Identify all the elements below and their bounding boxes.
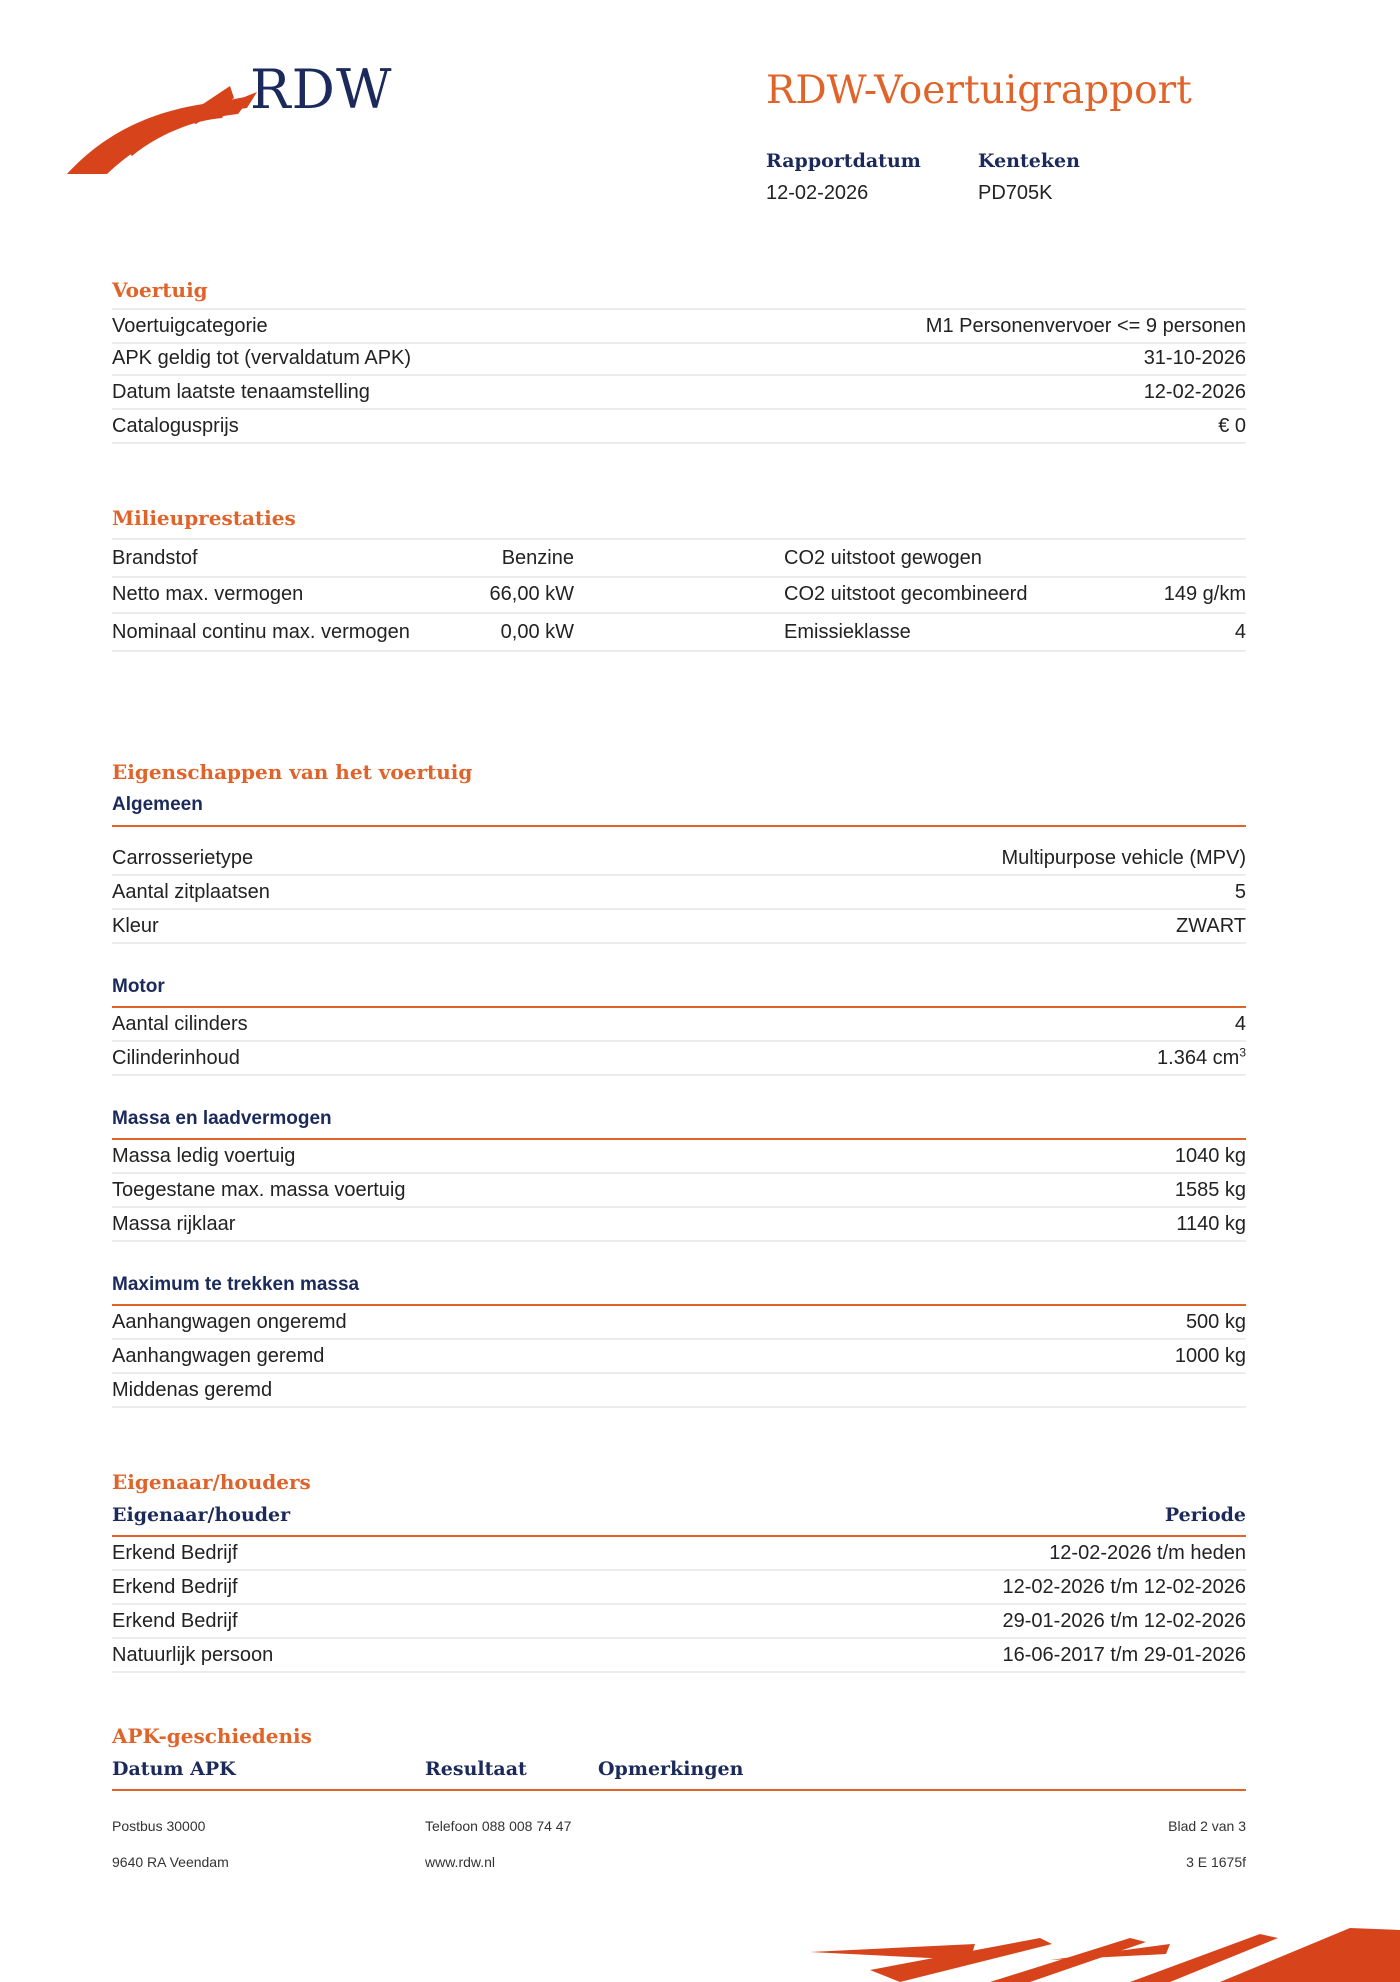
table-row xyxy=(112,1306,1246,1340)
row-value: 1140 kg xyxy=(1176,1213,1246,1235)
logo-text: RDW xyxy=(250,58,393,121)
row-value: 16-06-2017 t/m 29-01-2026 xyxy=(1002,1644,1246,1666)
row-value: Multipurpose vehicle (MPV) xyxy=(1001,847,1246,869)
row-value: 12-02-2026 xyxy=(1143,381,1246,403)
row-label: Cilinderinhoud xyxy=(112,1047,240,1069)
row-label: Nominaal continu max. vermogen xyxy=(112,621,410,643)
row-label: APK geldig tot (vervaldatum APK) xyxy=(112,347,412,369)
table-row xyxy=(112,576,1246,614)
subsection-title: Massa en laadvermogen xyxy=(112,1108,332,1129)
row-label: Catalogusprijs xyxy=(112,415,239,437)
table-row xyxy=(112,876,1246,910)
row-label: Aantal zitplaatsen xyxy=(112,881,270,903)
row-value: 29-01-2026 t/m 12-02-2026 xyxy=(1002,1610,1246,1632)
row-label: Erkend Bedrijf xyxy=(112,1610,238,1632)
footer-postbus: Postbus 30000 xyxy=(112,1818,206,1834)
table-row xyxy=(112,1605,1246,1639)
table-row xyxy=(112,910,1246,944)
column-header-opmerkingen: Opmerkingen xyxy=(598,1758,744,1780)
table-row xyxy=(112,342,1246,376)
table-row xyxy=(112,1208,1246,1242)
row-label: Natuurlijk persoon xyxy=(112,1644,274,1666)
section-divider xyxy=(112,825,1246,827)
unit-superscript: 3 xyxy=(1239,1045,1246,1060)
table-row xyxy=(112,1340,1246,1374)
column-header-datum: Datum APK xyxy=(112,1758,236,1780)
footer-telefoon: Telefoon 088 008 74 47 xyxy=(425,1818,572,1834)
subsection-title: Maximum te trekken massa xyxy=(112,1274,360,1295)
cilinderinhoud-value: 1.364 cm xyxy=(1157,1047,1240,1069)
column-header-eigenaar: Eigenaar/houder xyxy=(112,1504,291,1526)
row-label: Emissieklasse xyxy=(784,621,911,643)
table-row xyxy=(112,410,1246,444)
table-row xyxy=(112,538,1246,578)
table-row xyxy=(112,1639,1246,1673)
row-label: Aantal cilinders xyxy=(112,1013,248,1035)
row-label: Aanhangwagen ongeremd xyxy=(112,1311,347,1333)
section-divider xyxy=(112,1789,1246,1791)
row-value: 500 kg xyxy=(1185,1311,1246,1333)
row-value: 5 xyxy=(1234,881,1246,903)
rapportdatum-value: 12-02-2026 xyxy=(766,182,869,204)
table-row xyxy=(112,1537,1246,1571)
table-row xyxy=(112,376,1246,410)
kenteken-value: PD705K xyxy=(978,182,1053,204)
row-label: Erkend Bedrijf xyxy=(112,1576,238,1598)
row-value: 149 g/km xyxy=(1163,583,1246,605)
row-value: 1040 kg xyxy=(1174,1145,1246,1167)
meta-rapportdatum xyxy=(766,150,921,205)
table-row xyxy=(112,842,1246,876)
section-title: Eigenaar/houders xyxy=(112,1470,311,1494)
row-label: CO2 uitstoot gecombineerd xyxy=(784,583,1028,605)
row-label: CO2 uitstoot gewogen xyxy=(784,547,982,569)
row-label: Toegestane max. massa voertuig xyxy=(112,1179,406,1201)
kenteken-label: Kenteken xyxy=(978,150,1080,172)
row-value: € 0 xyxy=(1218,415,1246,437)
footer-website[interactable]: www.rdw.nl xyxy=(425,1854,496,1870)
row-label: Carrosserietype xyxy=(112,847,254,869)
row-label: Massa rijklaar xyxy=(112,1213,236,1235)
table-row xyxy=(112,308,1246,344)
subsection-title: Motor xyxy=(112,976,165,997)
column-header-periode: Periode xyxy=(1164,1504,1246,1526)
row-value: 1000 kg xyxy=(1174,1345,1246,1367)
row-label: Middenas geremd xyxy=(112,1379,273,1401)
section-title: Eigenschappen van het voertuig xyxy=(112,760,473,784)
rapportdatum-label: Rapportdatum xyxy=(766,150,921,172)
row-value: 12-02-2026 t/m 12-02-2026 xyxy=(1002,1576,1246,1598)
section-title: Voertuig xyxy=(112,278,208,302)
row-label: Aanhangwagen geremd xyxy=(112,1345,325,1367)
meta-kenteken xyxy=(978,150,1080,205)
row-value: 1585 kg xyxy=(1174,1179,1246,1201)
decorative-stripes-icon xyxy=(790,1900,1400,1982)
subsection-title: Algemeen xyxy=(112,794,203,815)
row-label: Voertuigcategorie xyxy=(112,315,268,337)
footer-document-code: 3 E 1675f xyxy=(1186,1854,1246,1870)
report-title: RDW-Voertuigrapport xyxy=(766,68,1192,113)
section-title: Milieuprestaties xyxy=(112,506,296,530)
table-row xyxy=(112,1374,1246,1408)
row-value: M1 Personenvervoer <= 9 personen xyxy=(925,315,1246,337)
footer-plaats: 9640 RA Veendam xyxy=(112,1854,229,1870)
row-label: Massa ledig voertuig xyxy=(112,1145,296,1167)
row-value: Benzine xyxy=(501,547,574,569)
table-row xyxy=(112,1174,1246,1208)
row-label: Kleur xyxy=(112,915,159,937)
row-value xyxy=(1157,1042,1246,1074)
column-header-resultaat: Resultaat xyxy=(425,1758,527,1780)
table-row xyxy=(112,1571,1246,1605)
row-label: Brandstof xyxy=(112,547,198,569)
row-value: 31-10-2026 xyxy=(1143,347,1246,369)
row-label: Netto max. vermogen xyxy=(112,583,304,605)
row-label: Erkend Bedrijf xyxy=(112,1542,238,1564)
row-value: 66,00 kW xyxy=(489,583,574,605)
footer-page-number: Blad 2 van 3 xyxy=(1168,1818,1246,1834)
row-value: ZWART xyxy=(1176,915,1246,937)
table-row xyxy=(112,614,1246,652)
row-value: 4 xyxy=(1234,621,1246,643)
table-row xyxy=(112,1042,1246,1076)
row-value: 12-02-2026 t/m heden xyxy=(1049,1542,1246,1564)
table-row xyxy=(112,1140,1246,1174)
row-value: 4 xyxy=(1234,1013,1246,1035)
row-value: 0,00 kW xyxy=(500,621,574,643)
section-title: APK-geschiedenis xyxy=(112,1724,312,1748)
table-row xyxy=(112,1008,1246,1042)
row-label: Datum laatste tenaamstelling xyxy=(112,381,370,403)
